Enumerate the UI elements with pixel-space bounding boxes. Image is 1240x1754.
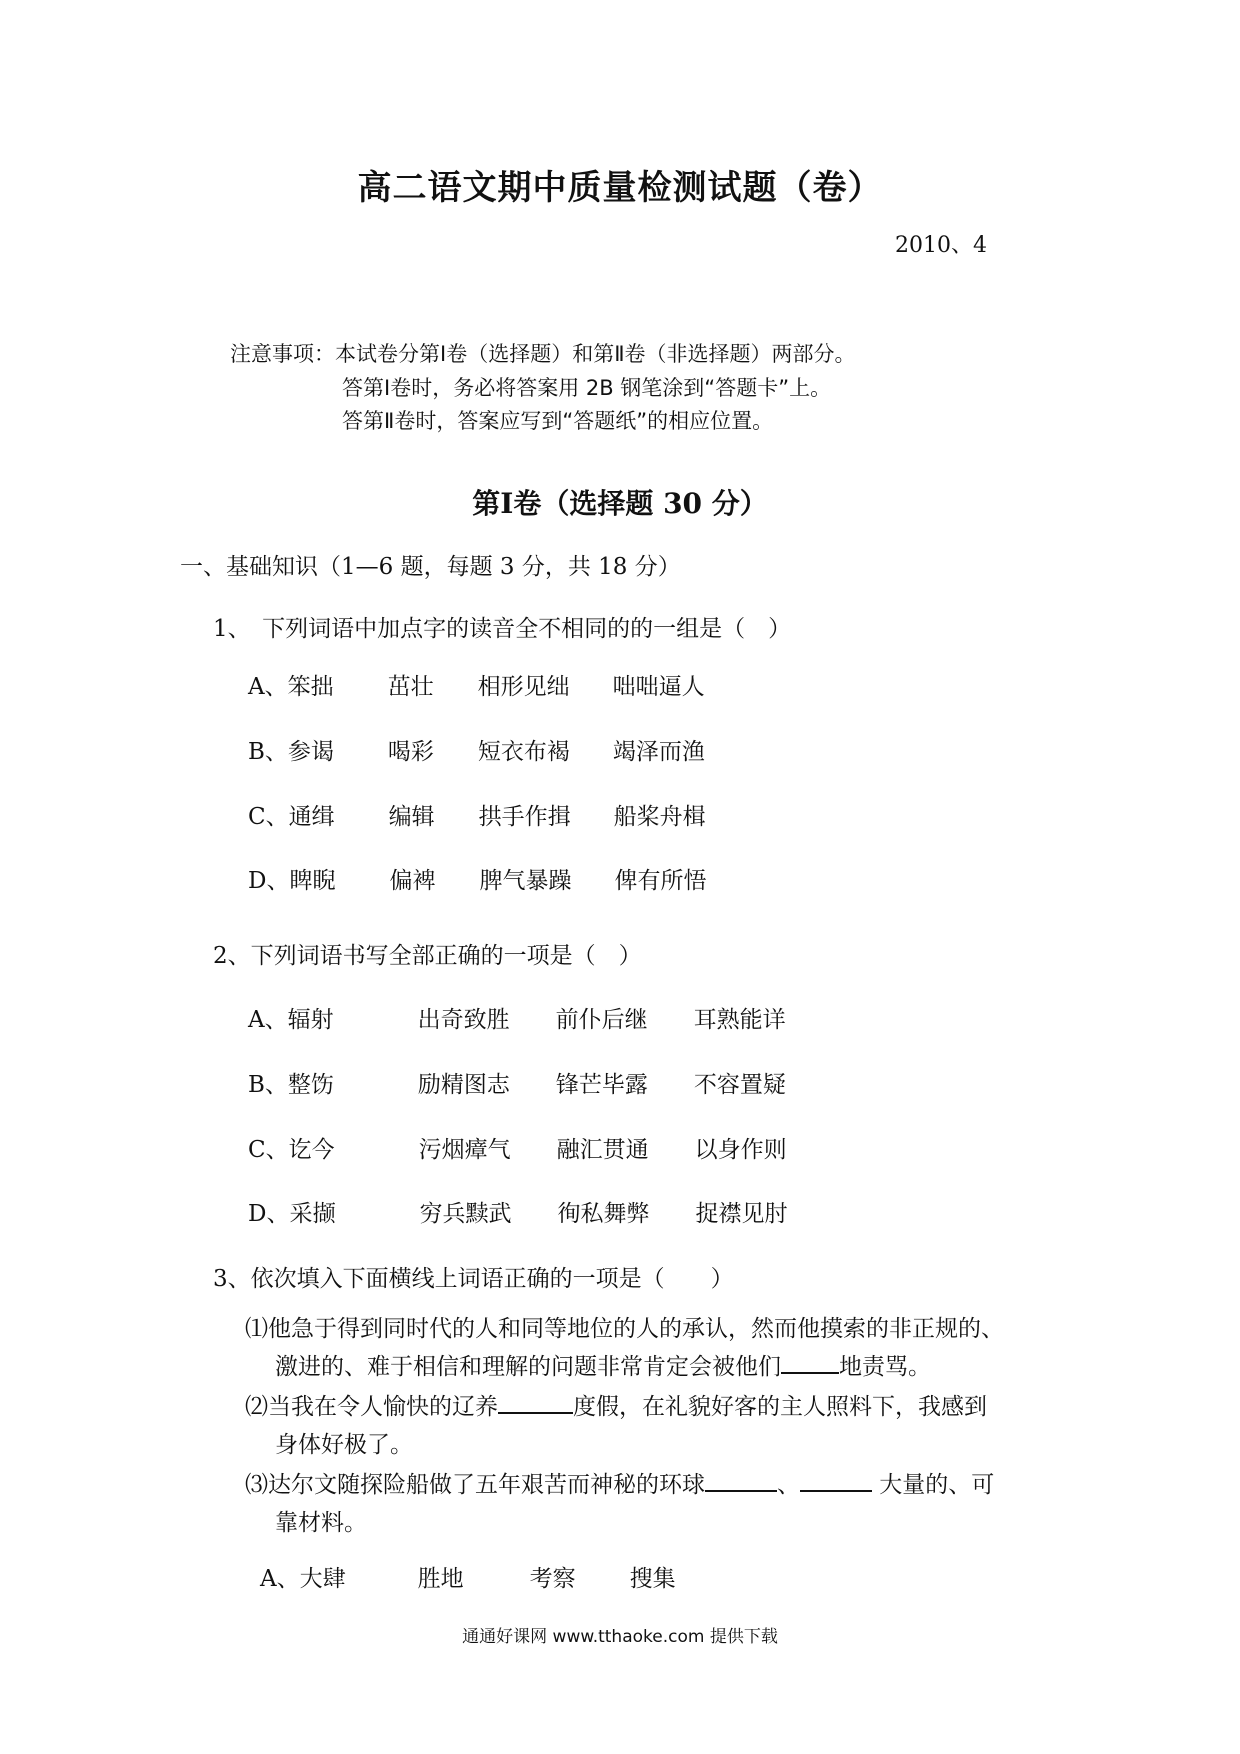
option-word: 茁壮: [387, 674, 434, 700]
option-word: 笨拙: [287, 674, 334, 700]
option-word: 相形见绌: [477, 674, 570, 700]
option-word: 喝彩: [387, 739, 434, 765]
text: ⑶达尔文随探险船做了五年艰苦而神秘的环球: [245, 1472, 705, 1498]
q3-sentence-2b: 身体好极了。: [275, 1432, 413, 1458]
option-word: 励精图志: [417, 1072, 510, 1098]
fill-blank-3: [705, 1468, 777, 1492]
text: 度假，在礼貌好客的主人照料下，我感到: [573, 1394, 987, 1420]
q1-option-c: [248, 798, 706, 831]
q2-option-b: [248, 1066, 786, 1099]
q3-option-a: [260, 1560, 676, 1593]
option-word: 前仆后继: [555, 1007, 648, 1033]
text: 激进的、难于相信和理解的问题非常肯定会被他们: [275, 1354, 781, 1380]
option-word: 胜地: [417, 1566, 464, 1592]
option-word: 考察: [529, 1566, 576, 1592]
q3-sentence-2a: [245, 1388, 987, 1426]
option-word: 偏裨: [389, 868, 436, 894]
option-label: D、: [248, 1201, 290, 1227]
q1-option-d: [248, 862, 706, 895]
fill-blank-2: [498, 1390, 573, 1414]
option-word: 竭泽而渔: [612, 739, 705, 765]
option-word: 短衣布褐: [477, 739, 570, 765]
option-word: 搜集: [629, 1566, 676, 1592]
part1-title: 第Ⅰ卷（选择题 30 分）: [472, 487, 768, 520]
option-label: B、: [248, 1072, 288, 1098]
option-word: 污烟瘴气: [418, 1137, 511, 1163]
option-label: C、: [248, 804, 289, 830]
option-word: 穷兵黩武: [419, 1201, 512, 1227]
notice-line-1: 注意事项：本试卷分第Ⅰ卷（选择题）和第Ⅱ卷（非选择题）两部分。: [230, 342, 856, 366]
option-word: 融汇贯通: [556, 1137, 649, 1163]
option-word: 采撷: [289, 1201, 336, 1227]
text: ⑵当我在令人愉快的辽养: [245, 1394, 498, 1420]
option-word: 参谒: [287, 739, 334, 765]
text: 地责骂。: [839, 1354, 931, 1380]
option-word: 整饬: [287, 1072, 334, 1098]
option-word: 锋芒毕露: [555, 1072, 648, 1098]
q1-option-a: [248, 668, 705, 701]
q3-sentence-3b: 靠材料。: [275, 1510, 367, 1536]
option-word: 编辑: [388, 804, 435, 830]
option-word: 讫今: [288, 1137, 335, 1163]
option-label: D、: [248, 868, 290, 894]
q2-option-d: [248, 1195, 787, 1228]
fill-blank-4: [800, 1468, 872, 1492]
q2-option-a: [248, 1001, 786, 1034]
option-word: 咄咄逼人: [612, 674, 705, 700]
exam-date: 2010、4: [895, 233, 987, 258]
q3-sentence-3a: [245, 1466, 994, 1504]
q3-sentence-1a: ⑴他急于得到同时代的人和同等地位的人的承认，然而他摸索的非正规的、: [245, 1316, 1004, 1342]
q2-stem: 2、下列词语书写全部正确的一项是（ ）: [213, 943, 642, 969]
q2-option-c: [248, 1131, 787, 1164]
option-label: A、: [248, 674, 288, 700]
option-word: 睥睨: [289, 868, 336, 894]
text: 大量的、可: [872, 1472, 995, 1498]
option-word: 通缉: [288, 804, 335, 830]
notice-line-3: 答第Ⅱ卷时，答案应写到“答题纸”的相应位置。: [342, 409, 774, 433]
q3-sentence-1b: [275, 1348, 931, 1386]
option-label: A、: [248, 1007, 288, 1033]
section1-heading: 一、基础知识（1—6 题，每题 3 分，共 18 分）: [180, 554, 681, 580]
option-word: 辐射: [287, 1007, 334, 1033]
option-word: 耳熟能详: [693, 1007, 786, 1033]
q3-stem: 3、依次填入下面横线上词语正确的一项是（ ）: [213, 1266, 734, 1292]
option-word: 脾气暴躁: [479, 868, 572, 894]
option-label: A、: [260, 1566, 300, 1592]
text: 、: [777, 1472, 800, 1498]
q1-option-b: [248, 733, 705, 766]
option-word: 徇私舞弊: [557, 1201, 650, 1227]
option-word: 以身作则: [694, 1137, 787, 1163]
option-word: 大肆: [299, 1566, 346, 1592]
page-footer: 通通好课网 www.tthaoke.com 提供下载: [462, 1627, 778, 1647]
fill-blank-1: [781, 1350, 839, 1374]
option-word: 不容置疑: [693, 1072, 786, 1098]
exam-title: 高二语文期中质量检测试题（卷）: [357, 168, 883, 208]
option-label: B、: [248, 739, 288, 765]
option-word: 俾有所悟: [614, 868, 707, 894]
option-label: C、: [248, 1137, 289, 1163]
option-word: 出奇致胜: [417, 1007, 510, 1033]
q1-stem: 1、 下列词语中加点字的读音全不相同的的一组是（ ）: [213, 616, 792, 642]
option-word: 拱手作揖: [478, 804, 571, 830]
notice-line-2: 答第Ⅰ卷时，务必将答案用 2B 钢笔涂到“答题卡”上。: [342, 376, 832, 400]
option-word: 捉襟见肘: [695, 1201, 788, 1227]
option-word: 船桨舟楫: [613, 804, 706, 830]
